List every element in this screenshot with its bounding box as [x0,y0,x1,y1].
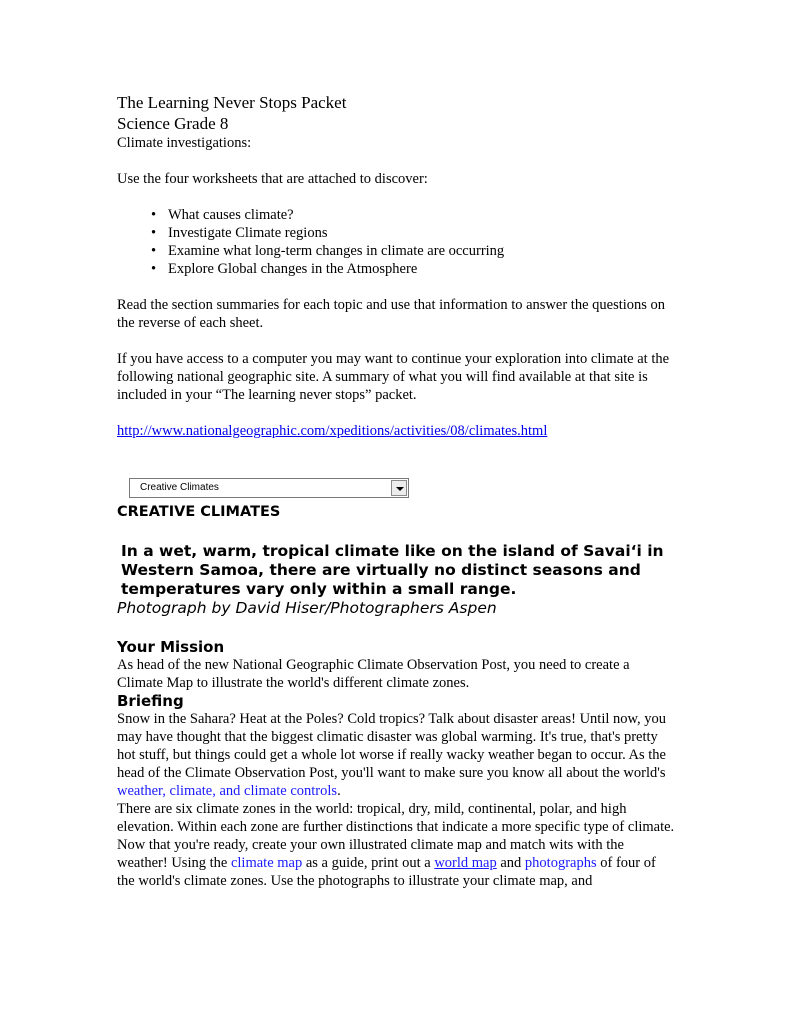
briefing-paragraph-3 [117,836,677,890]
read-instructions: Read the section summaries for each topic and use that information to answer the questions on the reverse of each sheet. [117,297,666,331]
briefing-text: of four of the world's climate zones. Use the photographs to illustrate your climate map, and [117,855,656,889]
briefing-paragraph-1 [117,710,677,800]
briefing-paragraph-2: There are six climate zones in the world: tropical, dry, mild, continental, polar, and high elevation. Within each zone are further distinctions that indicate a more specific type of climate. [117,801,675,835]
document-page [117,92,677,890]
packet-title: The Learning Never Stops Packet [117,93,347,112]
intro-text: Use the four worksheets that are attached to discover: [117,171,428,187]
list-item: • What causes climate? [151,206,677,224]
briefing-text: Now that you're ready, create your own illustrated climate map and match wits with the weather! Using the [117,837,624,871]
photo-credit: Photograph by David Hiser/Photographers Aspen [117,599,497,617]
grade-title: Science Grade 8 [117,114,229,133]
briefing-heading: Briefing [117,692,184,710]
briefing-text: . [337,783,341,799]
list-item: • Explore Global changes in the Atmosphere [151,260,677,278]
dropdown-selected-value: Creative Climates [140,482,219,493]
briefing-text: and [496,855,525,871]
list-item: • Investigate Climate regions [151,224,677,242]
section-heading: CREATIVE CLIMATES [117,504,281,520]
photographs-link[interactable]: photographs [524,855,597,871]
subtitle: Climate investigations: [117,135,252,151]
briefing-text: Snow in the Sahara? Heat at the Poles? Cold tropics? Talk about disaster areas! Until now, you may have thought that the biggest climatic disaster was global warming. It's true, that's pretty hot stuff, but things could get a whole lot worse if really wacky weather began to occur. As the head of the Climate Observation Post, you'll want to make sure you know all about the world's [117,711,667,781]
briefing-text: as a guide, print out a [302,855,435,871]
photo-caption: In a wet, warm, tropical climate like on the island of Savai‘i in Western Samoa, there are virtually no distinct seasons and temperatures vary only within a small range. [121,542,664,598]
worksheet-list [117,206,677,278]
mission-text: As head of the new National Geographic Climate Observation Post, you need to create a Climate Map to illustrate the world's different climate zones. [117,657,630,691]
computer-instructions: If you have access to a computer you may want to continue your exploration into climate at the following national geographic site. A summary of what you will find available at that site is included in your “The learning never stops” packet. [117,351,670,403]
weather-climate-link[interactable]: weather, climate, and climate controls [117,783,338,799]
world-map-link[interactable]: world map [434,855,497,871]
mission-heading: Your Mission [117,638,225,656]
climates-url-link[interactable]: http://www.nationalgeographic.com/xpeditions/activities/08/climates.html [117,423,548,439]
chevron-down-icon[interactable] [391,480,407,496]
list-item: • Examine what long-term changes in climate are occurring [151,242,677,260]
climate-map-link[interactable]: climate map [230,855,303,871]
section-dropdown[interactable] [129,478,409,498]
